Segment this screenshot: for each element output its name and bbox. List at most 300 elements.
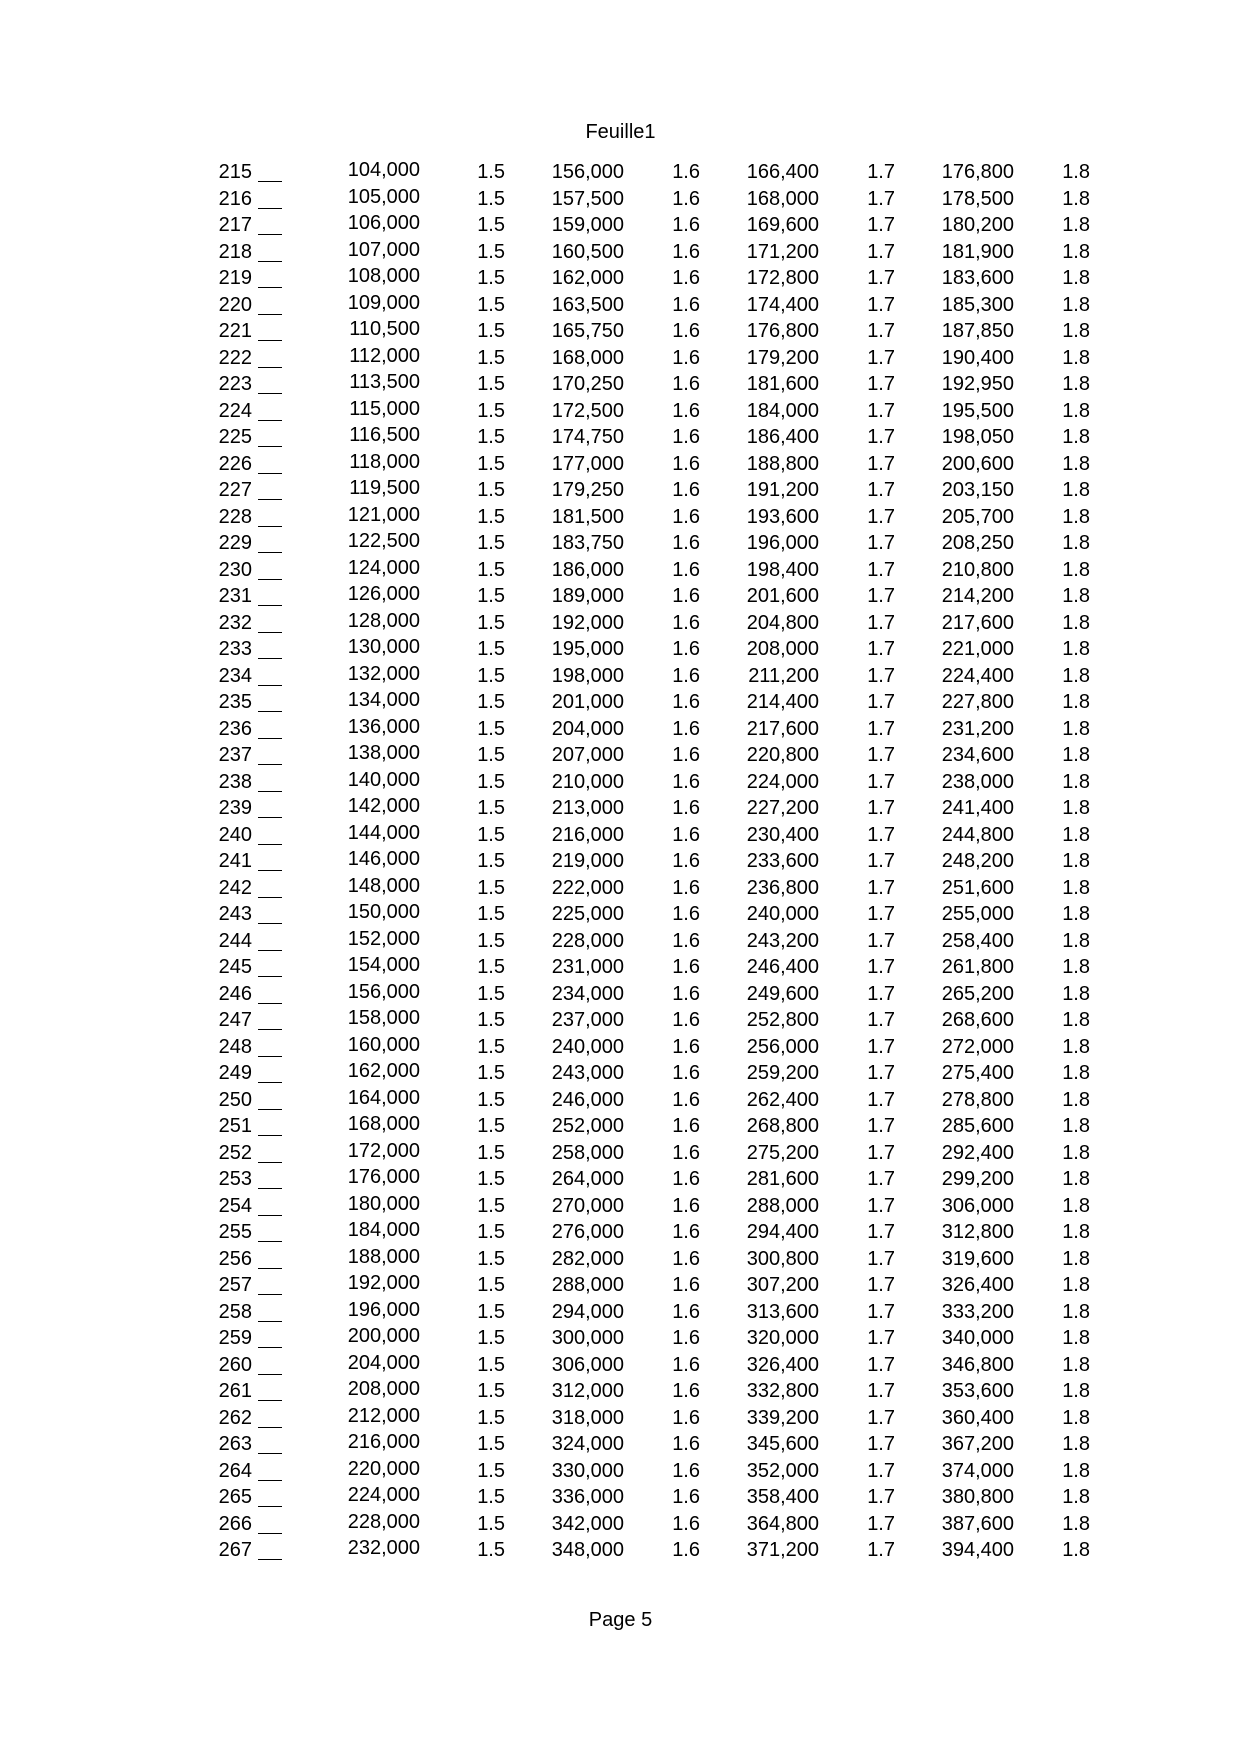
multiplier-3-cell: 1.7 bbox=[867, 1459, 895, 1482]
multiplier-1-cell: 1.5 bbox=[477, 982, 505, 1005]
multiplier-3-cell: 1.7 bbox=[867, 1035, 895, 1058]
value-3-cell: 190,400 bbox=[941, 346, 1014, 369]
value-1-cell: 207,000 bbox=[551, 744, 624, 766]
base-value-cell: 121,000 bbox=[347, 503, 420, 526]
value-2-cell: 171,200 bbox=[746, 240, 819, 263]
blank-line bbox=[258, 1513, 282, 1534]
multiplier-4-cell: 1.8 bbox=[1062, 267, 1090, 289]
blank-line bbox=[258, 1036, 282, 1057]
table-row bbox=[200, 530, 1100, 557]
multiplier-3-cell: 1.7 bbox=[867, 1353, 895, 1376]
multiplier-3-cell: 1.7 bbox=[867, 293, 895, 316]
row-id-cell: 265 bbox=[218, 1486, 252, 1508]
multiplier-4-cell: 1.8 bbox=[1062, 532, 1090, 554]
multiplier-3-cell: 1.7 bbox=[867, 744, 895, 766]
table-row bbox=[200, 504, 1100, 531]
multiplier-4-cell: 1.8 bbox=[1062, 717, 1090, 740]
value-2-cell: 172,800 bbox=[746, 267, 819, 289]
value-3-cell: 187,850 bbox=[941, 320, 1014, 342]
multiplier-2-cell: 1.6 bbox=[672, 1221, 700, 1243]
multiplier-4-cell: 1.8 bbox=[1062, 1433, 1090, 1455]
base-value-cell: 176,000 bbox=[347, 1166, 420, 1188]
blank-line bbox=[258, 453, 282, 474]
row-id-cell: 256 bbox=[218, 1247, 252, 1270]
blank-line bbox=[258, 585, 282, 606]
multiplier-1-cell: 1.5 bbox=[477, 903, 505, 925]
value-3-cell: 224,400 bbox=[941, 664, 1014, 687]
row-id-cell: 266 bbox=[218, 1512, 252, 1535]
table-row bbox=[200, 1193, 1100, 1220]
table-row bbox=[200, 1458, 1100, 1485]
row-id-cell: 218 bbox=[218, 240, 252, 263]
multiplier-2-cell: 1.6 bbox=[672, 1247, 700, 1270]
multiplier-4-cell: 1.8 bbox=[1062, 1353, 1090, 1376]
value-1-cell: 201,000 bbox=[551, 691, 624, 713]
multiplier-4-cell: 1.8 bbox=[1062, 1115, 1090, 1137]
value-2-cell: 186,400 bbox=[746, 426, 819, 448]
value-3-cell: 241,400 bbox=[941, 797, 1014, 819]
value-2-cell: 252,800 bbox=[746, 1009, 819, 1031]
multiplier-4-cell: 1.8 bbox=[1062, 373, 1090, 395]
table-row bbox=[200, 1034, 1100, 1061]
value-2-cell: 208,000 bbox=[746, 638, 819, 660]
multiplier-2-cell: 1.6 bbox=[672, 240, 700, 263]
multiplier-1-cell: 1.5 bbox=[477, 1433, 505, 1455]
base-value-cell: 204,000 bbox=[347, 1351, 420, 1374]
multiplier-3-cell: 1.7 bbox=[867, 346, 895, 369]
multiplier-3-cell: 1.7 bbox=[867, 611, 895, 634]
page-number: Page 5 bbox=[588, 1609, 653, 1631]
value-1-cell: 159,000 bbox=[551, 214, 624, 236]
value-3-cell: 278,800 bbox=[941, 1088, 1014, 1111]
value-1-cell: 270,000 bbox=[551, 1194, 624, 1217]
multiplier-3-cell: 1.7 bbox=[867, 452, 895, 475]
value-2-cell: 294,400 bbox=[746, 1221, 819, 1243]
value-2-cell: 307,200 bbox=[746, 1274, 819, 1296]
multiplier-1-cell: 1.5 bbox=[477, 1486, 505, 1508]
multiplier-3-cell: 1.7 bbox=[867, 1168, 895, 1190]
multiplier-2-cell: 1.6 bbox=[672, 1035, 700, 1058]
multiplier-3-cell: 1.7 bbox=[867, 1009, 895, 1031]
table-row bbox=[200, 1166, 1100, 1193]
blank-line bbox=[258, 320, 282, 341]
multiplier-4-cell: 1.8 bbox=[1062, 982, 1090, 1005]
value-1-cell: 160,500 bbox=[551, 240, 624, 263]
value-3-cell: 255,000 bbox=[941, 903, 1014, 925]
value-3-cell: 367,200 bbox=[941, 1433, 1014, 1455]
multiplier-4-cell: 1.8 bbox=[1062, 1247, 1090, 1270]
multiplier-2-cell: 1.6 bbox=[672, 161, 700, 183]
row-id-cell: 232 bbox=[218, 611, 252, 634]
value-3-cell: 185,300 bbox=[941, 293, 1014, 316]
multiplier-3-cell: 1.7 bbox=[867, 1221, 895, 1243]
table-row bbox=[200, 265, 1100, 292]
table-row bbox=[200, 318, 1100, 345]
multiplier-4-cell: 1.8 bbox=[1062, 1300, 1090, 1323]
value-1-cell: 348,000 bbox=[551, 1539, 624, 1561]
multiplier-2-cell: 1.6 bbox=[672, 1141, 700, 1164]
multiplier-2-cell: 1.6 bbox=[672, 558, 700, 581]
base-value-cell: 172,000 bbox=[347, 1139, 420, 1162]
value-1-cell: 288,000 bbox=[551, 1274, 624, 1296]
table-row bbox=[200, 292, 1100, 319]
multiplier-3-cell: 1.7 bbox=[867, 399, 895, 422]
value-1-cell: 163,500 bbox=[551, 293, 624, 316]
blank-line bbox=[258, 638, 282, 659]
value-3-cell: 312,800 bbox=[941, 1221, 1014, 1243]
value-3-cell: 272,000 bbox=[941, 1035, 1014, 1058]
value-1-cell: 231,000 bbox=[551, 956, 624, 978]
multiplier-4-cell: 1.8 bbox=[1062, 1459, 1090, 1482]
multiplier-1-cell: 1.5 bbox=[477, 479, 505, 501]
blank-line bbox=[258, 771, 282, 792]
base-value-cell: 220,000 bbox=[347, 1457, 420, 1480]
row-id-cell: 242 bbox=[218, 876, 252, 899]
multiplier-1-cell: 1.5 bbox=[477, 1274, 505, 1296]
blank-line bbox=[258, 426, 282, 447]
value-2-cell: 198,400 bbox=[746, 558, 819, 581]
value-1-cell: 318,000 bbox=[551, 1406, 624, 1429]
blank-line bbox=[258, 877, 282, 898]
multiplier-1-cell: 1.5 bbox=[477, 426, 505, 448]
multiplier-1-cell: 1.5 bbox=[477, 1353, 505, 1376]
value-2-cell: 243,200 bbox=[746, 929, 819, 952]
multiplier-1-cell: 1.5 bbox=[477, 1539, 505, 1561]
base-value-cell: 162,000 bbox=[347, 1060, 420, 1082]
value-2-cell: 188,800 bbox=[746, 452, 819, 475]
blank-line bbox=[258, 241, 282, 262]
row-id-cell: 262 bbox=[218, 1406, 252, 1429]
value-3-cell: 380,800 bbox=[941, 1486, 1014, 1508]
multiplier-4-cell: 1.8 bbox=[1062, 1274, 1090, 1296]
value-2-cell: 281,600 bbox=[746, 1168, 819, 1190]
row-id-cell: 216 bbox=[218, 187, 252, 210]
multiplier-2-cell: 1.6 bbox=[672, 1486, 700, 1508]
blank-line bbox=[258, 1195, 282, 1216]
value-2-cell: 332,800 bbox=[746, 1380, 819, 1402]
multiplier-3-cell: 1.7 bbox=[867, 797, 895, 819]
multiplier-1-cell: 1.5 bbox=[477, 770, 505, 793]
value-3-cell: 360,400 bbox=[941, 1406, 1014, 1429]
multiplier-4-cell: 1.8 bbox=[1062, 1035, 1090, 1058]
row-id-cell: 241 bbox=[218, 850, 252, 872]
multiplier-2-cell: 1.6 bbox=[672, 1088, 700, 1111]
base-value-cell: 136,000 bbox=[347, 715, 420, 738]
base-value-cell: 106,000 bbox=[347, 212, 420, 234]
value-3-cell: 238,000 bbox=[941, 770, 1014, 793]
row-id-cell: 257 bbox=[218, 1274, 252, 1296]
blank-line bbox=[258, 400, 282, 421]
table-row bbox=[200, 928, 1100, 955]
row-id-cell: 235 bbox=[218, 691, 252, 713]
multiplier-2-cell: 1.6 bbox=[672, 850, 700, 872]
blank-line bbox=[258, 161, 282, 182]
multiplier-4-cell: 1.8 bbox=[1062, 956, 1090, 978]
table-row bbox=[200, 1405, 1100, 1432]
multiplier-1-cell: 1.5 bbox=[477, 452, 505, 475]
multiplier-1-cell: 1.5 bbox=[477, 558, 505, 581]
table-row bbox=[200, 424, 1100, 451]
blank-line bbox=[258, 479, 282, 500]
table-row bbox=[200, 1087, 1100, 1114]
multiplier-3-cell: 1.7 bbox=[867, 1115, 895, 1137]
multiplier-2-cell: 1.6 bbox=[672, 1168, 700, 1190]
multiplier-1-cell: 1.5 bbox=[477, 823, 505, 846]
row-id-cell: 217 bbox=[218, 214, 252, 236]
value-2-cell: 320,000 bbox=[746, 1327, 819, 1349]
multiplier-4-cell: 1.8 bbox=[1062, 691, 1090, 713]
base-value-cell: 112,000 bbox=[349, 344, 420, 367]
multiplier-3-cell: 1.7 bbox=[867, 532, 895, 554]
table-row bbox=[200, 1299, 1100, 1326]
table-row bbox=[200, 981, 1100, 1008]
multiplier-3-cell: 1.7 bbox=[867, 1512, 895, 1535]
value-3-cell: 210,800 bbox=[941, 558, 1014, 581]
multiplier-3-cell: 1.7 bbox=[867, 187, 895, 210]
blank-line bbox=[258, 1062, 282, 1083]
multiplier-4-cell: 1.8 bbox=[1062, 611, 1090, 634]
table-row bbox=[200, 636, 1100, 663]
multiplier-3-cell: 1.7 bbox=[867, 1433, 895, 1455]
row-id-cell: 233 bbox=[218, 638, 252, 660]
value-2-cell: 176,800 bbox=[746, 320, 819, 342]
value-1-cell: 258,000 bbox=[551, 1141, 624, 1164]
multiplier-2-cell: 1.6 bbox=[672, 929, 700, 952]
base-value-cell: 208,000 bbox=[347, 1378, 420, 1400]
multiplier-3-cell: 1.7 bbox=[867, 823, 895, 846]
multiplier-2-cell: 1.6 bbox=[672, 373, 700, 395]
multiplier-1-cell: 1.5 bbox=[477, 611, 505, 634]
value-1-cell: 210,000 bbox=[551, 770, 624, 793]
multiplier-4-cell: 1.8 bbox=[1062, 585, 1090, 607]
value-2-cell: 371,200 bbox=[746, 1539, 819, 1561]
row-id-cell: 245 bbox=[218, 956, 252, 978]
value-1-cell: 264,000 bbox=[551, 1168, 624, 1190]
table-row bbox=[200, 1007, 1100, 1034]
blank-line bbox=[258, 267, 282, 288]
multiplier-2-cell: 1.6 bbox=[672, 1406, 700, 1429]
multiplier-3-cell: 1.7 bbox=[867, 638, 895, 660]
table-row bbox=[200, 1060, 1100, 1087]
value-3-cell: 221,000 bbox=[941, 638, 1014, 660]
multiplier-1-cell: 1.5 bbox=[477, 1459, 505, 1482]
multiplier-4-cell: 1.8 bbox=[1062, 399, 1090, 422]
row-id-cell: 228 bbox=[218, 505, 252, 528]
value-2-cell: 230,400 bbox=[746, 823, 819, 846]
blank-line bbox=[258, 559, 282, 580]
multiplier-2-cell: 1.6 bbox=[672, 187, 700, 210]
value-3-cell: 198,050 bbox=[941, 426, 1014, 448]
value-2-cell: 358,400 bbox=[746, 1486, 819, 1508]
blank-line bbox=[258, 1115, 282, 1136]
base-value-cell: 122,500 bbox=[347, 530, 420, 552]
multiplier-1-cell: 1.5 bbox=[477, 638, 505, 660]
blank-line bbox=[258, 1142, 282, 1163]
multiplier-1-cell: 1.5 bbox=[477, 240, 505, 263]
multiplier-2-cell: 1.6 bbox=[672, 638, 700, 660]
multiplier-1-cell: 1.5 bbox=[477, 373, 505, 395]
multiplier-2-cell: 1.6 bbox=[672, 1062, 700, 1084]
multiplier-4-cell: 1.8 bbox=[1062, 426, 1090, 448]
multiplier-4-cell: 1.8 bbox=[1062, 505, 1090, 528]
multiplier-1-cell: 1.5 bbox=[477, 187, 505, 210]
value-2-cell: 326,400 bbox=[746, 1353, 819, 1376]
blank-line bbox=[258, 1248, 282, 1269]
blank-line bbox=[258, 1380, 282, 1401]
value-2-cell: 214,400 bbox=[746, 691, 819, 713]
multiplier-2-cell: 1.6 bbox=[672, 1512, 700, 1535]
base-value-cell: 119,500 bbox=[349, 477, 420, 499]
value-3-cell: 353,600 bbox=[941, 1380, 1014, 1402]
multiplier-3-cell: 1.7 bbox=[867, 1194, 895, 1217]
row-id-cell: 231 bbox=[218, 585, 252, 607]
base-value-cell: 126,000 bbox=[347, 583, 420, 605]
value-1-cell: 157,500 bbox=[551, 187, 624, 210]
table-row bbox=[200, 954, 1100, 981]
value-3-cell: 265,200 bbox=[941, 982, 1014, 1005]
value-3-cell: 374,000 bbox=[941, 1459, 1014, 1482]
value-1-cell: 186,000 bbox=[551, 558, 624, 581]
multiplier-3-cell: 1.7 bbox=[867, 373, 895, 395]
multiplier-1-cell: 1.5 bbox=[477, 1115, 505, 1137]
multiplier-1-cell: 1.5 bbox=[477, 1221, 505, 1243]
value-3-cell: 261,800 bbox=[941, 956, 1014, 978]
multiplier-3-cell: 1.7 bbox=[867, 267, 895, 289]
base-value-cell: 148,000 bbox=[347, 874, 420, 897]
multiplier-4-cell: 1.8 bbox=[1062, 876, 1090, 899]
multiplier-3-cell: 1.7 bbox=[867, 717, 895, 740]
table-row bbox=[200, 345, 1100, 372]
value-2-cell: 204,800 bbox=[746, 611, 819, 634]
multiplier-3-cell: 1.7 bbox=[867, 240, 895, 263]
multiplier-2-cell: 1.6 bbox=[672, 214, 700, 236]
value-2-cell: 193,600 bbox=[746, 505, 819, 528]
multiplier-4-cell: 1.8 bbox=[1062, 1062, 1090, 1084]
value-2-cell: 201,600 bbox=[746, 585, 819, 607]
row-id-cell: 236 bbox=[218, 717, 252, 740]
multiplier-2-cell: 1.6 bbox=[672, 267, 700, 289]
blank-line bbox=[258, 1274, 282, 1295]
value-2-cell: 262,400 bbox=[746, 1088, 819, 1111]
multiplier-1-cell: 1.5 bbox=[477, 956, 505, 978]
multiplier-4-cell: 1.8 bbox=[1062, 1539, 1090, 1561]
value-1-cell: 181,500 bbox=[551, 505, 624, 528]
table-row bbox=[200, 1113, 1100, 1140]
multiplier-4-cell: 1.8 bbox=[1062, 1009, 1090, 1031]
multiplier-2-cell: 1.6 bbox=[672, 399, 700, 422]
blank-line bbox=[258, 347, 282, 368]
value-2-cell: 168,000 bbox=[746, 187, 819, 210]
value-3-cell: 183,600 bbox=[941, 267, 1014, 289]
multiplier-3-cell: 1.7 bbox=[867, 1062, 895, 1084]
value-3-cell: 285,600 bbox=[941, 1115, 1014, 1137]
value-3-cell: 217,600 bbox=[941, 611, 1014, 634]
multiplier-4-cell: 1.8 bbox=[1062, 479, 1090, 501]
blank-line bbox=[258, 373, 282, 394]
multiplier-2-cell: 1.6 bbox=[672, 479, 700, 501]
row-id-cell: 254 bbox=[218, 1194, 252, 1217]
table-row bbox=[200, 1352, 1100, 1379]
multiplier-4-cell: 1.8 bbox=[1062, 797, 1090, 819]
base-value-cell: 196,000 bbox=[347, 1298, 420, 1321]
value-2-cell: 220,800 bbox=[746, 744, 819, 766]
base-value-cell: 212,000 bbox=[347, 1404, 420, 1427]
value-1-cell: 168,000 bbox=[551, 346, 624, 369]
base-value-cell: 158,000 bbox=[347, 1007, 420, 1029]
base-value-cell: 180,000 bbox=[347, 1192, 420, 1215]
table-row bbox=[200, 557, 1100, 584]
value-1-cell: 252,000 bbox=[551, 1115, 624, 1137]
base-value-cell: 108,000 bbox=[347, 265, 420, 287]
multiplier-2-cell: 1.6 bbox=[672, 1115, 700, 1137]
multiplier-2-cell: 1.6 bbox=[672, 320, 700, 342]
row-id-cell: 238 bbox=[218, 770, 252, 793]
multiplier-3-cell: 1.7 bbox=[867, 558, 895, 581]
multiplier-1-cell: 1.5 bbox=[477, 929, 505, 952]
value-1-cell: 183,750 bbox=[551, 532, 624, 554]
multiplier-1-cell: 1.5 bbox=[477, 876, 505, 899]
multiplier-4-cell: 1.8 bbox=[1062, 320, 1090, 342]
table-row bbox=[200, 1378, 1100, 1405]
row-id-cell: 259 bbox=[218, 1327, 252, 1349]
multiplier-4-cell: 1.8 bbox=[1062, 929, 1090, 952]
multiplier-2-cell: 1.6 bbox=[672, 1009, 700, 1031]
value-3-cell: 231,200 bbox=[941, 717, 1014, 740]
row-id-cell: 221 bbox=[218, 320, 252, 342]
multiplier-2-cell: 1.6 bbox=[672, 293, 700, 316]
row-id-cell: 258 bbox=[218, 1300, 252, 1323]
row-id-cell: 224 bbox=[218, 399, 252, 422]
row-id-cell: 244 bbox=[218, 929, 252, 952]
multiplier-3-cell: 1.7 bbox=[867, 1327, 895, 1349]
value-3-cell: 227,800 bbox=[941, 691, 1014, 713]
value-3-cell: 306,000 bbox=[941, 1194, 1014, 1217]
multiplier-1-cell: 1.5 bbox=[477, 1035, 505, 1058]
value-2-cell: 364,800 bbox=[746, 1512, 819, 1535]
value-1-cell: 228,000 bbox=[551, 929, 624, 952]
multiplier-1-cell: 1.5 bbox=[477, 505, 505, 528]
base-value-cell: 228,000 bbox=[347, 1510, 420, 1533]
multiplier-4-cell: 1.8 bbox=[1062, 240, 1090, 263]
table-row bbox=[200, 1431, 1100, 1458]
value-1-cell: 300,000 bbox=[551, 1327, 624, 1349]
value-1-cell: 237,000 bbox=[551, 1009, 624, 1031]
row-id-cell: 246 bbox=[218, 982, 252, 1005]
value-3-cell: 248,200 bbox=[941, 850, 1014, 872]
multiplier-3-cell: 1.7 bbox=[867, 956, 895, 978]
value-3-cell: 181,900 bbox=[941, 240, 1014, 263]
multiplier-3-cell: 1.7 bbox=[867, 850, 895, 872]
value-1-cell: 165,750 bbox=[551, 320, 624, 342]
value-3-cell: 200,600 bbox=[941, 452, 1014, 475]
multiplier-2-cell: 1.6 bbox=[672, 585, 700, 607]
value-3-cell: 234,600 bbox=[941, 744, 1014, 766]
row-id-cell: 239 bbox=[218, 797, 252, 819]
base-value-cell: 130,000 bbox=[347, 636, 420, 658]
table-row bbox=[200, 477, 1100, 504]
row-id-cell: 229 bbox=[218, 532, 252, 554]
table-row bbox=[200, 186, 1100, 213]
blank-line bbox=[258, 188, 282, 209]
value-3-cell: 387,600 bbox=[941, 1512, 1014, 1535]
base-value-cell: 168,000 bbox=[347, 1113, 420, 1135]
table-row bbox=[200, 663, 1100, 690]
multiplier-3-cell: 1.7 bbox=[867, 1088, 895, 1111]
multiplier-1-cell: 1.5 bbox=[477, 717, 505, 740]
multiplier-3-cell: 1.7 bbox=[867, 320, 895, 342]
table-row bbox=[200, 610, 1100, 637]
base-value-cell: 192,000 bbox=[347, 1272, 420, 1294]
